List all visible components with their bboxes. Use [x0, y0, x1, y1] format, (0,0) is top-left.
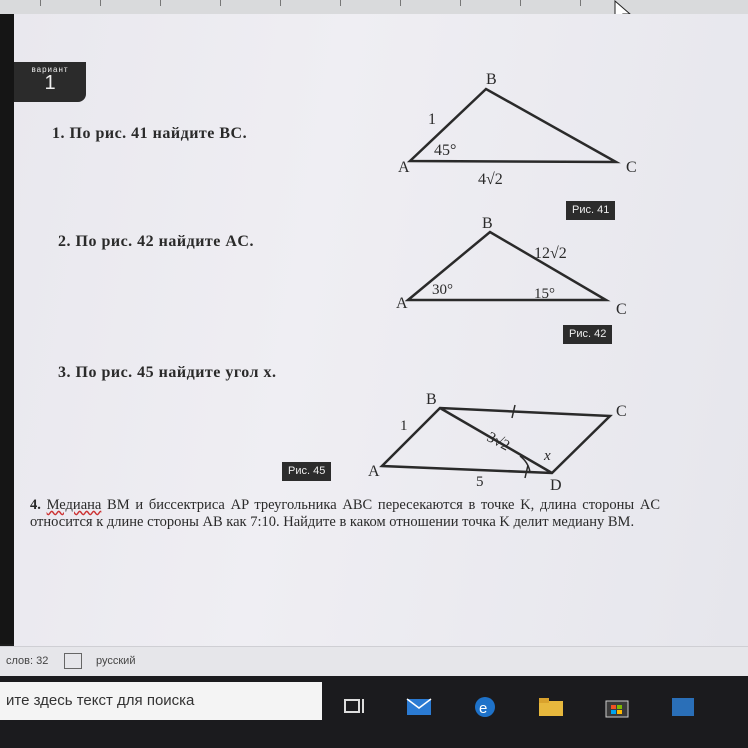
angle-a-label: 45°	[434, 142, 457, 159]
task-3: 3. По рис. 45 найдите угол x.	[58, 364, 277, 381]
proofing-icon[interactable]	[64, 653, 82, 669]
ruler	[0, 0, 748, 15]
problem-4-text: BM и биссектриса AP треугольника ABC пересекаются в точке K, длина стороны AC относится к длине стороны AB как 7:10. Найдите в каком отношении точка K делит медиану BM.	[30, 497, 661, 530]
vertex-d-label: D	[550, 477, 562, 494]
vertex-b-label: B	[426, 391, 437, 408]
taskbar	[0, 676, 748, 748]
variant-badge	[14, 62, 86, 102]
ruler-tick	[460, 0, 461, 6]
ruler-tick	[40, 0, 41, 6]
variant-number: 1	[44, 72, 56, 94]
side-ad-label: 5	[476, 474, 484, 490]
task-1: 1. По рис. 41 найдите BC.	[52, 125, 248, 142]
figure-41-tag: Рис. 41	[566, 201, 615, 220]
task-2: 2. По рис. 42 найдите AC.	[58, 233, 254, 250]
task-view-icon[interactable]	[342, 696, 368, 718]
vertex-b-label: B	[482, 215, 493, 232]
taskbar-search-input[interactable]: ите здесь текст для поиска	[0, 682, 322, 720]
vertex-a-label: A	[398, 159, 410, 176]
vertex-a-label: A	[396, 295, 408, 312]
ruler-tick	[280, 0, 281, 6]
mail-icon[interactable]	[406, 696, 432, 718]
word-count[interactable]: слов: 32	[6, 655, 49, 667]
vertex-c-label: C	[616, 301, 627, 314]
figure-45-tag: Рис. 45	[282, 462, 331, 481]
ruler-tick	[100, 0, 101, 6]
ruler-tick	[400, 0, 401, 6]
app-icon[interactable]	[670, 696, 696, 718]
ruler-tick	[520, 0, 521, 6]
spellcheck-word[interactable]: Медиана	[46, 497, 102, 513]
variant-label: вариант	[31, 65, 69, 74]
figure-41	[388, 68, 648, 192]
problem-4-number: 4.	[30, 497, 41, 513]
vertex-a-label: A	[368, 463, 380, 480]
side-ac-label: 4√2	[478, 171, 503, 188]
side-ab-label: 1	[428, 111, 436, 128]
problem-4	[30, 497, 660, 531]
figure-42-tag: Рис. 42	[563, 325, 612, 344]
svg-text:e: e	[479, 700, 488, 717]
ruler-tick	[340, 0, 341, 6]
figure-45	[360, 388, 640, 494]
screen-bezel	[0, 14, 14, 644]
figure-42	[388, 210, 648, 314]
angle-x-label: x	[544, 448, 551, 464]
file-explorer-icon[interactable]	[538, 696, 564, 718]
ruler-tick	[220, 0, 221, 6]
language-indicator[interactable]: русский	[96, 655, 136, 667]
ruler-tick	[580, 0, 581, 6]
status-bar	[0, 646, 748, 677]
angle-a-label: 30°	[432, 282, 453, 298]
edge-browser-icon[interactable]	[472, 696, 498, 718]
side-ab-label: 1	[400, 418, 408, 434]
store-icon[interactable]	[604, 696, 630, 718]
vertex-b-label: B	[486, 71, 497, 88]
ruler-tick	[160, 0, 161, 6]
vertex-c-label: C	[626, 159, 637, 176]
side-bc-label: 12√2	[534, 245, 567, 262]
angle-c-label: 15°	[534, 286, 555, 302]
diagonal-bd-label: 3√2	[484, 429, 513, 455]
vertex-c-label: C	[616, 403, 627, 420]
